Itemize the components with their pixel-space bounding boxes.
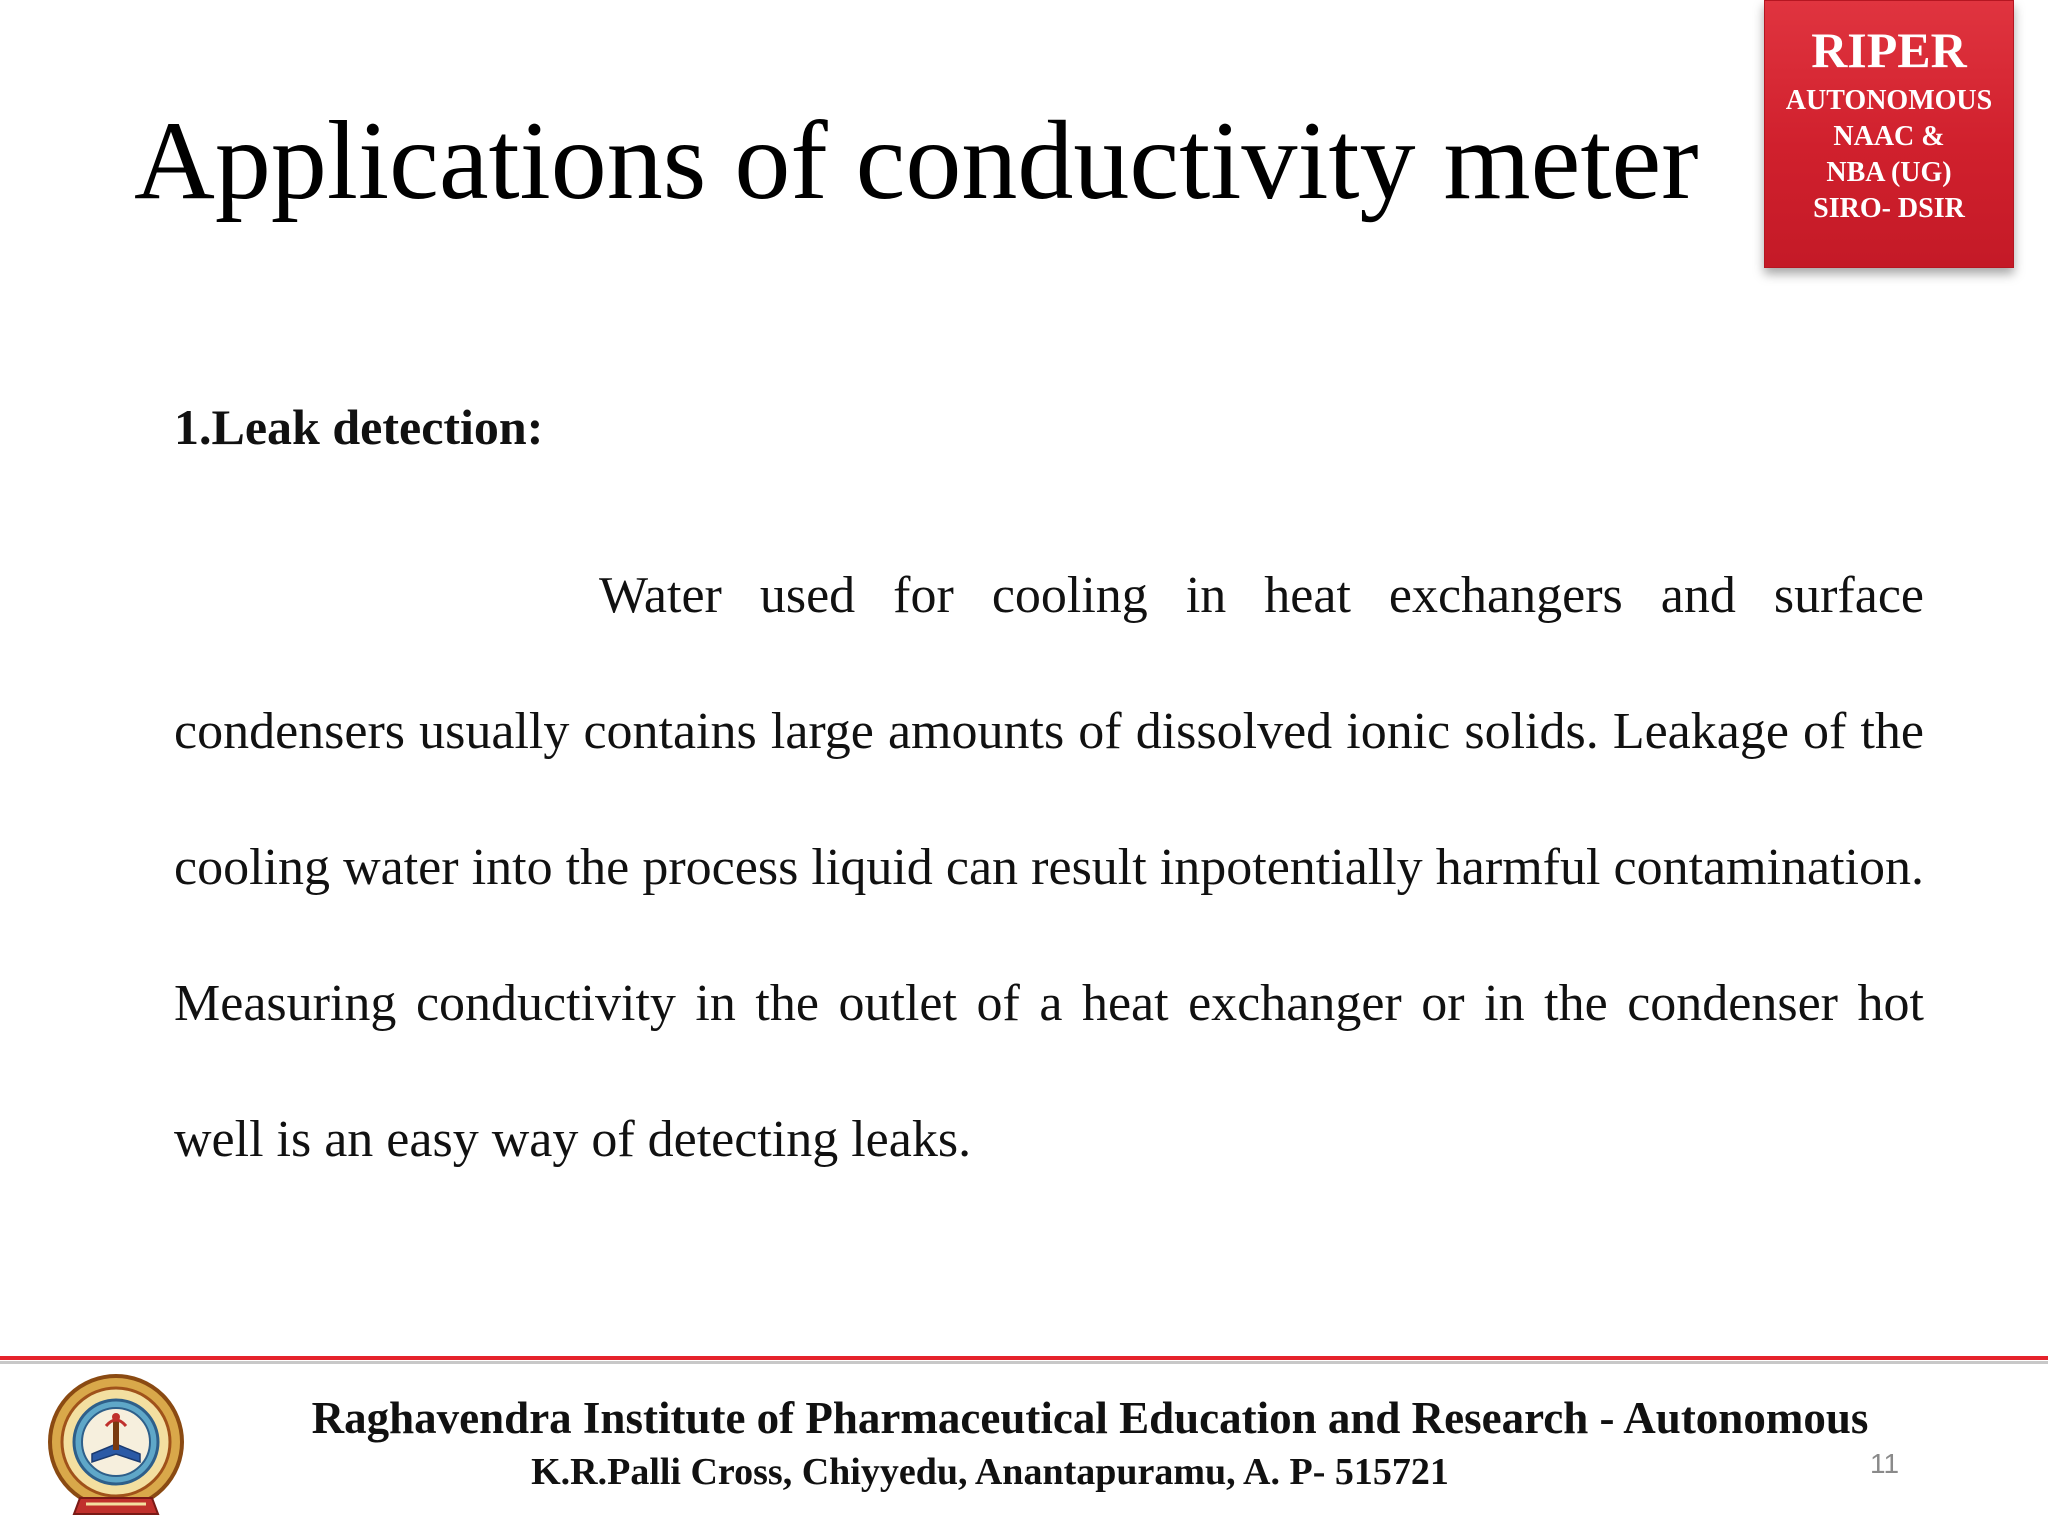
- section-heading: 1.Leak detection:: [174, 399, 544, 455]
- badge-autonomous: AUTONOMOUS: [1785, 85, 1993, 116]
- badge-riper: RIPER: [1811, 22, 1967, 78]
- footer-divider-red: [0, 1356, 2048, 1360]
- page-number: 11: [1870, 1448, 1900, 1479]
- footer-address: K.R.Palli Cross, Chiyyedu, Anantapuramu, A. P- 515721: [531, 1451, 1449, 1493]
- accreditation-badge: [1764, 0, 2014, 268]
- body-paragraph: Water used for cooling in heat exchangers and surface condensers usually contains large amounts of dissolved ionic solids. Leakage of the cooling water into the process liquid can result inpotentially harmful contamination. Measuring conductivity in the outlet of a heat exchanger or in the condenser hot well is an easy way of detecting leaks.: [174, 567, 1924, 1168]
- footer-divider-grey: [0, 1361, 2048, 1364]
- badge-naac: NAAC &: [1833, 121, 1945, 152]
- institute-seal-icon: [40, 1370, 192, 1522]
- badge-siro: SIRO- DSIR: [1813, 193, 1965, 224]
- badge-nba: NBA (UG): [1826, 157, 1952, 188]
- footer-institute-name: Raghavendra Institute of Pharmaceutical Education and Research - Autonomous: [311, 1393, 1869, 1443]
- slide-title: Applications of conductivity meter: [134, 99, 1699, 223]
